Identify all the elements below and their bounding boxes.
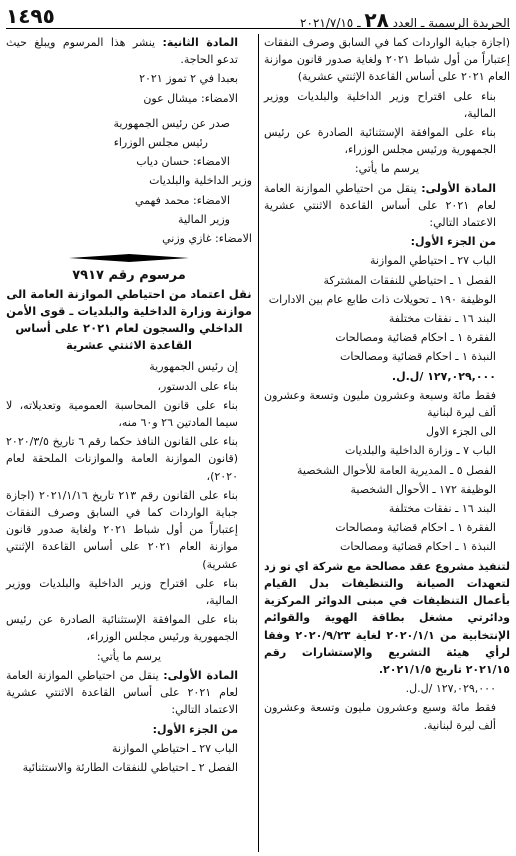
preamble-line: إن رئيس الجمهورية	[149, 360, 238, 374]
right-column	[264, 34, 510, 736]
preamble-line: بناء على اقتراح وزير الداخلية والبلديات ووزير المالية،	[6, 576, 238, 608]
decree-title: مرسوم رقم ٧٩١٧	[72, 268, 186, 284]
pm-signature: الامضاء: حسان دياب	[136, 155, 230, 169]
budget-line: الفقرة ١ ـ احكام قضائية ومصالحات	[335, 521, 496, 535]
signed-at: بعبدا في ٢ تموز ٢٠٢١	[139, 72, 238, 86]
president-signature: الامضاء: ميشال عون	[143, 91, 238, 105]
amount-words: فقط مائة وسبع وعشرون مليون وتسعة وعشرون ألف ليرة لبنانية.	[264, 701, 496, 732]
amount: ١٢٧,٠٢٩,٠٠٠ /ل.ل.	[405, 682, 496, 696]
to-heading: الى الجزء الاول	[426, 425, 496, 439]
article-one	[264, 180, 510, 232]
issued-by: صدر عن رئيس الجمهورية	[113, 116, 230, 130]
interior-minister-signature: الامضاء: محمد فهمي	[135, 193, 230, 207]
amount: ١٢٧,٠٢٩,٠٠٠ /ل.ل.	[391, 369, 496, 383]
decree-subject: نقل اعتماد من احتياطي الموازنة العامة الى موازنة وزارة الداخلية والبلديات ـ قوى الأمن الداخلي والسجون لعام ٢٠٢١ على أساس القاعدة الاثنتي عشرية	[6, 287, 252, 353]
article-two	[6, 34, 252, 68]
page-number: ١٤٩٥	[6, 4, 55, 28]
gazette-name: الجريدة الرسمية ـ العدد	[392, 16, 510, 30]
article-one	[6, 667, 252, 719]
preamble-line: بناء على الدستور،	[157, 379, 238, 393]
from-heading: من الجزء الأول:	[152, 722, 238, 736]
budget-line: الباب ٢٧ ـ احتياطي الموازنة	[111, 741, 238, 755]
interior-minister-title: وزير الداخلية والبلديات	[149, 174, 252, 188]
budget-line: البند ١٦ ـ نفقات مختلفة	[388, 502, 496, 516]
preamble-line: بناء على قانون المحاسبة العمومية وتعديلاته، لا سيما المادتين ٢٦ و٦٠ منه،	[6, 398, 238, 430]
budget-line: الوظيفة ١٩٠ ـ تحويلات ذات طابع عام بين الادارات	[268, 292, 496, 306]
left-column	[6, 34, 252, 778]
column-divider	[258, 34, 259, 852]
from-heading: من الجزء الأول:	[410, 235, 496, 249]
budget-line: الوظيفة ١٧٢ ـ الأحوال الشخصية	[350, 482, 496, 496]
pm-title: رئيس مجلس الوزراء	[113, 136, 208, 150]
finance-minister-title: وزير المالية	[178, 212, 230, 226]
page-header	[6, 4, 510, 32]
budget-line: النبذة ١ ـ احكام قضائية ومصالحات	[340, 350, 496, 364]
article-text: ينقل من احتياطي الموازنة العامة لعام ٢٠٢١ على أساس القاعدة الاثنتي عشرية الاعتماد التالي:	[264, 181, 496, 230]
paragraph: يرسم ما يأتي:	[354, 162, 420, 176]
article-text: ينشر هذا المرسوم ويبلغ حيث تدعو الحاجة.	[6, 36, 238, 67]
amount-words: فقط مائة وسبعة وعشرون مليون وتسعة وعشرون ألف ليرة لبنانية	[264, 388, 496, 420]
article-label: المادة الثانية:	[162, 36, 238, 49]
preamble-line: بناء على الموافقة الإستثنائية الصادرة عن رئيس الجمهورية ورئيس مجلس الوزراء،	[6, 613, 238, 644]
budget-line: البند ١٦ ـ نفقات مختلفة	[388, 312, 496, 326]
preamble-line: يرسم ما يأتي:	[96, 649, 162, 663]
issue-date: ـ ٢٠٢١/٧/١٥	[300, 16, 361, 30]
issue-number: ٢٨	[364, 8, 389, 32]
paragraph: (اجازة جباية الواردات كما في السابق وصرف النفقات إعتباراً من أول شباط ٢٠٢١ ولغاية صدور قانون موازنة العام ٢٠٢١ على أساس القاعدة الإثنتي عشرية)	[264, 36, 511, 84]
budget-line: الباب ٧ ـ وزارة الداخلية والبلديات	[345, 444, 496, 458]
finance-minister-signature: الامضاء: غازي وزني	[162, 232, 252, 246]
budget-line: الفصل ٥ ـ المديرية العامة للأحوال الشخصية	[297, 463, 496, 477]
paragraph: بناء على الموافقة الإستثنائية الصادرة عن رئيس الجمهورية ورئيس مجلس الوزراء،	[264, 126, 496, 157]
article-label: المادة الأولى:	[421, 181, 496, 195]
purpose-text: لتنفيذ مشروع عقد مصالحة مع شركة اي تو زد لتعهدات الصيانة والتنظيفات بدل القيام بأعمال التنظيفات في مبنى الدوائر المركزية ودائرتي مشغل بطاقة الهوية والقوائم الإنتخابية من ٢٠٢٠/١/١ لغاية ٢٠٢٠/٩/٢٣ وفقا لرأي هيئة التشريع والإستشارات رقم ٢٠٢١/١٥ تاريخ ٢٠٢١/١/٥.	[264, 559, 511, 676]
budget-line: الفصل ١ ـ احتياطي للنفقات المشتركة	[323, 273, 496, 287]
article-label: المادة الأولى:	[163, 668, 238, 682]
separator-ornament	[69, 253, 189, 263]
preamble-line: بناء على القانون رقم ٢١٣ تاريخ ٢٠٢١/١/١٦ (اجازة جباية الواردات كما في السابق وصرف النفقات إعتباراً من أول شباط ٢٠٢١ ولغاية صدور قانون موازنة العام ٢٠٢١ على أساس القاعدة الإثنتي عشرية)	[6, 488, 238, 571]
paragraph: بناء على اقتراح وزير الداخلية والبلديات ووزير المالية،	[264, 89, 496, 120]
budget-line: النبذة ١ ـ احكام قضائية ومصالحات	[340, 540, 496, 554]
article-text: ينقل من احتياطي الموازنة العامة لعام ٢٠٢١ على أساس القاعدة الاثنتي عشرية الاعتماد التالي:	[6, 668, 238, 717]
budget-line: الفصل ٢ ـ احتياطي للنفقات الطارئة والاستثنائية	[22, 760, 238, 774]
preamble-line: بناء على القانون النافذ حكما رقم ٦ تاريخ ٢٠٢٠/٣/٥ (قانون الموازنة العامة والموازنات الملحقة لعام ٢٠٢٠)،	[6, 435, 238, 483]
budget-line: الباب ٢٧ ـ احتياطي الموازنة	[369, 254, 496, 268]
budget-line: الفقرة ١ ـ احكام قضائية ومصالحات	[335, 331, 496, 345]
gazette-title	[300, 8, 510, 32]
